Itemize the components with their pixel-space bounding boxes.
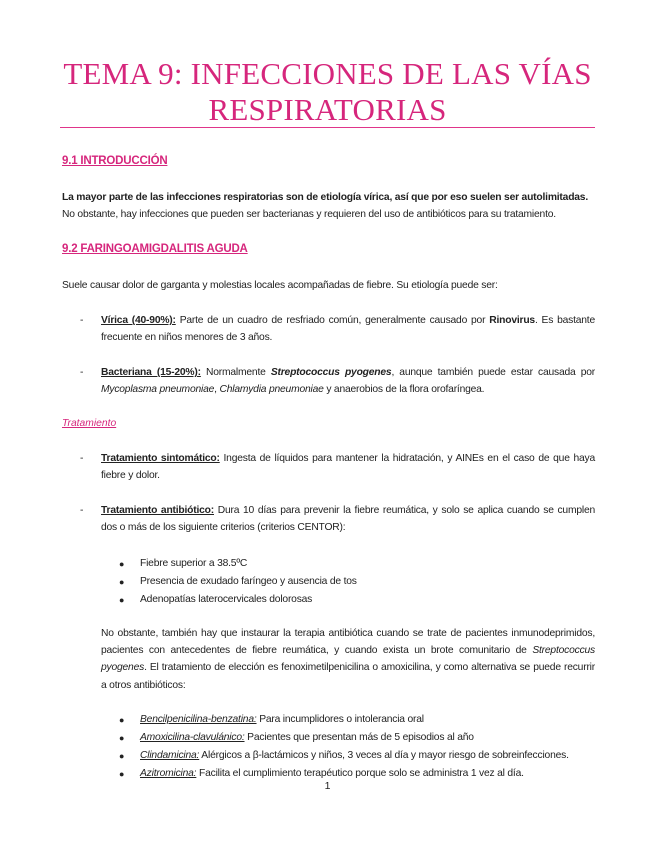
treatment-symptomatic-text: Ingesta de líquidos para mantener la hidratación, y AINEs en el caso de que haya fiebre y dolor. xyxy=(101,453,596,481)
etiology-bacterial-text-2: , aunque también puede estar causada por xyxy=(391,367,595,378)
treatment-antibiotic-label: Tratamiento antibiótico: xyxy=(101,505,214,516)
drug-description: Para incumplidores o intolerancia oral xyxy=(256,714,424,725)
document-title: TEMA 9: INFECCIONES DE LAS VÍAS RESPIRATORIAS xyxy=(63,56,592,127)
drug-item xyxy=(140,729,595,746)
etiology-bacterial-text: Normalmente xyxy=(200,367,271,378)
intro-paragraph: No obstante, hay infecciones que pueden ser bacterianas y requieren del uso de antibióticos para su tratamiento. xyxy=(62,209,556,220)
etiology-viral-item xyxy=(101,312,595,346)
drug-name: Clindamicina: xyxy=(140,750,200,761)
criteria-item: Fiebre superior a 38.5ºC xyxy=(140,558,248,569)
antibiotic-therapy-paragraph xyxy=(101,625,595,694)
list-dash: - xyxy=(80,367,84,378)
list-dash: - xyxy=(80,505,84,516)
bullet: ● xyxy=(119,577,125,587)
list-dash: - xyxy=(80,453,84,464)
rinovirus-term: Rinovirus xyxy=(489,315,535,326)
etiology-viral-text: Parte de un cuadro de resfriado común, generalmente causado por xyxy=(175,315,490,326)
etiology-viral-text-end: . Es bastante frecuente en niños menores de 3 años. xyxy=(101,315,595,343)
etiology-bacterial-text-end: y anaerobios de la flora orofaríngea. xyxy=(323,384,485,395)
treatment-antibiotic-item xyxy=(101,502,595,536)
title-divider xyxy=(60,127,595,128)
treatment-symptomatic-label: Tratamiento sintomático: xyxy=(101,453,220,464)
bullet: ● xyxy=(119,769,125,779)
therapy-text: No obstante, también hay que instaurar la terapia antibiótica cuando se trate de pacientes inmunodeprimidos, pacientes con antecedentes de fiebre reumática, y cuando exista un brote comunitario de xyxy=(101,628,595,657)
etiology-bacterial-item xyxy=(101,364,595,398)
list-dash: - xyxy=(80,315,84,326)
subheading-tratamiento: Tratamiento xyxy=(62,418,117,429)
page-number: 1 xyxy=(324,780,331,792)
bullet: ● xyxy=(119,715,125,725)
mycoplasma-term: Mycoplasma pneumoniae xyxy=(101,384,215,395)
drug-item xyxy=(140,711,595,728)
bullet: ● xyxy=(119,751,125,761)
faringo-intro-paragraph: Suele causar dolor de garganta y molestias locales acompañadas de fiebre. Su etiología puede ser: xyxy=(62,280,498,291)
etiology-bacterial-label: Bacteriana (15-20%): xyxy=(101,367,201,378)
etiology-viral-label: Vírica (40-90%): xyxy=(101,315,176,326)
section-heading-faringoamigdalitis: 9.2 FARINGOAMIGDALITIS AGUDA xyxy=(62,243,248,255)
drug-description: Facilita el cumplimiento terapéutico porque solo se administra 1 vez al día. xyxy=(196,768,524,779)
treatment-antibiotic-text: Dura 10 días para prevenir la fiebre reumática, y solo se aplica cuando se cumplen dos o más de los siguiente criterios (criterios CENTOR): xyxy=(101,505,595,533)
bullet: ● xyxy=(119,559,125,569)
bullet: ● xyxy=(119,733,125,743)
streptococcus-term: Streptococcus pyogenes xyxy=(101,645,595,674)
drug-name: Bencilpenicilina-benzatina: xyxy=(140,714,257,725)
separator-text: , xyxy=(214,384,220,395)
chlamydia-term: Chlamydia pneumoniae xyxy=(219,384,324,395)
drug-description: Pacientes que presentan más de 5 episodios al año xyxy=(244,732,474,743)
drug-item xyxy=(140,747,595,764)
therapy-text-end: . El tratamiento de elección es fenoximetilpenicilina o amoxicilina, y como alternativa se puede recurrir a otros antibióticos: xyxy=(101,662,595,691)
section-heading-introduccion: 9.1 INTRODUCCIÓN xyxy=(62,155,168,167)
criteria-item: Presencia de exudado faríngeo y ausencia de tos xyxy=(140,576,357,587)
streptococcus-term: Streptococcus pyogenes xyxy=(270,367,392,378)
drug-name: Azitromicina: xyxy=(140,768,197,779)
intro-bold-paragraph: La mayor parte de las infecciones respiratorias son de etiología vírica, así que por eso suelen ser autolimitadas. xyxy=(62,192,588,203)
drug-description: Alérgicos a β-lactámicos y niños, 3 veces al día y mayor riesgo de sobreinfecciones. xyxy=(199,750,569,761)
criteria-item: Adenopatías laterocervicales dolorosas xyxy=(140,594,313,605)
treatment-symptomatic-item xyxy=(101,450,595,484)
bullet: ● xyxy=(119,595,125,605)
drug-name: Amoxicilina-clavulánico: xyxy=(140,732,245,743)
